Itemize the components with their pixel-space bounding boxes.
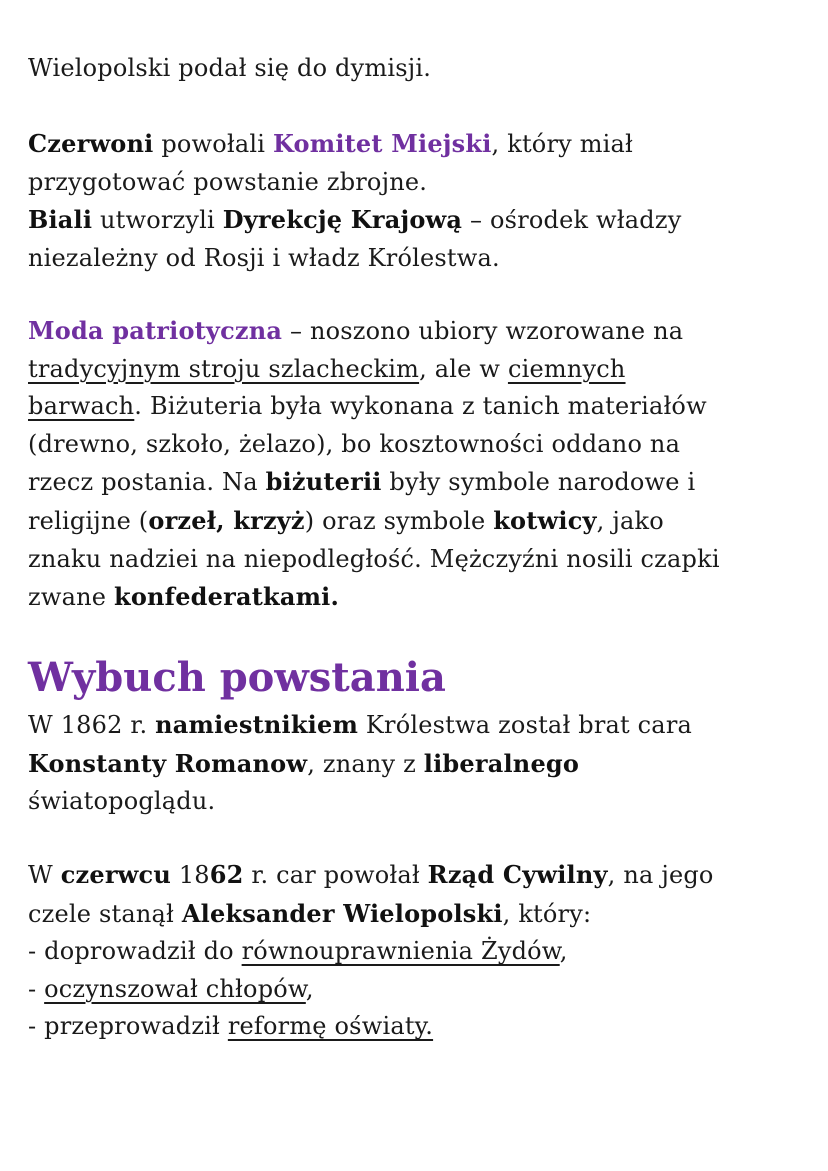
text-span: - [28,974,45,1003]
text-span: . Biżuteria była wykonana z tanich materiałów [134,392,707,421]
biali-term: Biali [28,205,93,235]
reform-list-item-3 [28,1008,818,1046]
groups-paragraph [28,125,818,277]
text-span: - przeprowadził [28,1012,228,1041]
czerwoni-line-1 [28,125,818,164]
text-span: religijne ( [28,506,149,535]
text-span: rzecz postania. Na [28,468,266,497]
intro-line: Wielopolski podał się do dymisji. [28,54,432,82]
moda-line-4: (drewno, szkoło, żelazo), bo kosztowności oddano na [28,429,681,458]
underlined-phrase: reformę oświaty. [227,1012,434,1041]
rzad-paragraph [28,856,818,1046]
text-span: W 1862 r. [28,711,156,739]
text-span: Królestwa został brat cara [358,711,693,739]
komitet-miejski-term: Komitet Miejski [273,129,492,158]
reform-list-item-1 [28,933,818,971]
underlined-phrase: równouprawnienia Żydów [241,937,560,966]
konfederatki-term: konfederatkami. [114,582,340,612]
dyrekcja-krajowa-term: Dyrekcję Krajową [222,205,463,235]
text-span: utworzyli [92,206,223,235]
namiestnik-term: namiestnikiem [155,710,359,739]
bizuteria-term: biżuterii [265,467,382,497]
text-span: – noszono ubiory wzorowane na [282,317,684,345]
moda-patriotyczna-term: Moda patriotyczna [28,316,283,345]
rzad-cywilny-term: Rząd Cywilny [427,860,608,889]
kotwica-term: kotwicy [493,505,597,535]
czerwoni-line-2: przygotować powstanie zbrojne. [28,167,428,196]
text-span: r. car powołał [243,861,428,889]
text-span: - doprowadził do [28,937,242,966]
biali-line-1 [28,201,818,240]
moda-line-6 [28,502,818,541]
moda-line-3 [28,388,818,426]
text-span: , który miał [491,130,634,158]
moda-line-7: znaku nadziei na niepodległość. Mężczyźni nosili czapki [28,544,720,573]
moda-line-1 [28,312,818,351]
text-span: zwane [28,583,114,612]
orzel-krzyz-term: orzeł, krzyż [148,505,305,535]
moda-line-8 [28,578,818,617]
rzad-line-2 [28,895,818,934]
moda-paragraph [28,312,818,617]
czerwiec-term: czerwcu [60,860,171,889]
wielopolski-term: Aleksander Wielopolski [181,898,503,928]
text-span: , jako [596,506,664,535]
text-span: , [559,937,568,966]
section-heading: Wybuch powstania [28,654,446,701]
text-span: powołali [153,130,273,158]
underlined-phrase: oczynszował chłopów [44,974,306,1003]
moda-line-2 [28,351,818,389]
text-span: były symbole narodowe i [381,468,696,497]
namiestnik-line-1 [28,706,818,745]
underlined-phrase: barwach [28,392,135,421]
text-span: , ale w [419,354,508,383]
text-span: czele stanął [28,899,182,928]
intro-paragraph [28,50,818,88]
text-span: , który: [502,899,592,928]
text-span: ) oraz symbole [304,506,494,535]
namiestnik-line-3: światopoglądu. [28,787,216,816]
text-span: 18 [170,861,210,889]
namiestnik-paragraph [28,706,818,821]
czerwoni-term: Czerwoni [28,129,154,158]
underlined-phrase: tradycyjnym stroju szlacheckim [28,354,420,383]
konstanty-romanow-term: Konstanty Romanow [28,748,308,778]
year-digits: 62 [209,860,244,889]
text-span: , na jego [607,861,714,889]
text-span: – ośrodek władzy [462,206,682,235]
text-span: W [28,861,61,889]
text-span: , [305,974,314,1003]
moda-line-5 [28,463,818,502]
underlined-phrase: ciemnych [507,354,626,383]
reform-list-item-2 [28,971,818,1009]
rzad-line-1 [28,856,818,895]
text-span: , znany z [307,749,424,778]
biali-line-2: niezależny od Rosji i władz Królestwa. [28,243,500,272]
namiestnik-line-2 [28,745,818,784]
liberalnego-term: liberalnego [423,748,580,778]
